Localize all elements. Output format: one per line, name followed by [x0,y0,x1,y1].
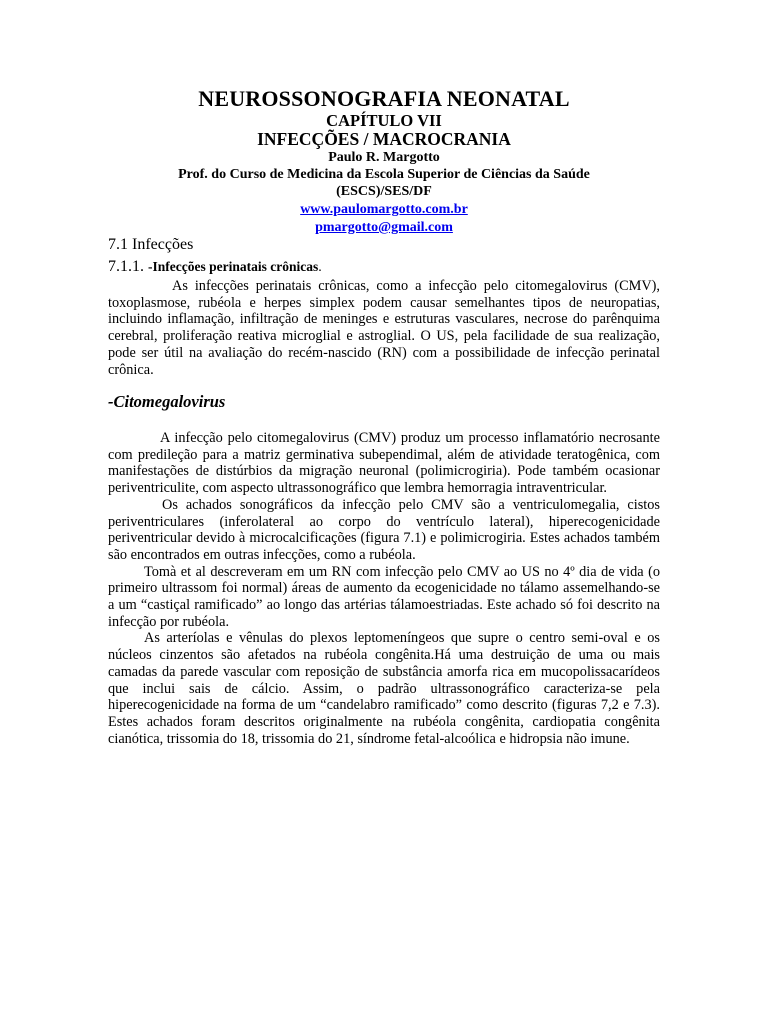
affiliation-line-1: Prof. do Curso de Medicina da Escola Superior de Ciências da Saúde [178,167,590,182]
cmv-body [108,430,660,747]
cmv-paragraph-4: As arteríolas e vênulas do plexos leptomeníngeos que supre o centro semi-oval e os núcleos cinzentos são afetados na rubéola congênita.Há uma destruição de uma ou mais camadas da parede vascular com reposição de substância amorfa rica em mucopolissacarídeos que inclui sais de cálcio. Assim, o padrão ultrassonográfico caracteriza-se pela hiperecogenicidade na forma de um “candelabro ramificado” como descrito (figuras 7,2 e 7.3). Estes achados foram descritos originalmente na rubéola congênita, cardiopatia congênita cianótica, trissomia do 18, trissomia do 21, síndrome fetal-alcoólica e hidropsia não imune. [108,630,660,747]
cmv-heading: -Citomegalovirus [108,392,226,411]
cmv-paragraph-3: Tomà et al descreveram em um RN com infecção pelo CMV ao US no 4º dia de vida (o primeiro ultrassom foi normal) áreas de aumento da ecogenicidade no tálamo assemelhando-se a um “castiçal ramificado” ao longo das artérias tálamoestriadas. Este achado só foi descrito na infecção por rubéola. [108,563,660,630]
document-title: NEUROSSONOGRAFIA NEONATAL [198,86,570,111]
subsection-heading: 7.1.1. -Infecções perinatais crônicas. [108,258,322,275]
document-header [0,86,768,236]
chapter-topic: INFECÇÕES / MACROCRANIA [257,129,511,149]
cmv-paragraph-1: A infecção pelo citomegalovirus (CMV) produz um processo inflamatório necrosante com predileção para a matriz germinativa subependimal, além de atividade teratogênica, com manifestações de distúrbios da migração neuronal (polimicrogiria). Pode também ocasionar periventriculite, com aspecto ultrassonográfico que lembra hemorragia intraventricular. [108,430,660,497]
chapter-label: CAPÍTULO VII [326,111,442,130]
intro-paragraph: As infecções perinatais crônicas, como a infecção pelo citomegalovirus (CMV), toxoplasmose, rubéola e herpes simplex podem causar semelhantes tipos de neuropatias, incluindo inflamação, infiltração de meninges e estruturas vasculares, necrose do parênquima cerebral, proliferação reativa microglial e astroglial. O US, pela facilidade de sua realização, pode ser útil na avaliação do recém-nascido (RN) com a possibilidade de infecção perinatal crônica. [108,278,660,378]
subsection-number: 7.1.1. [108,258,144,275]
author-name: Paulo R. Margotto [328,150,440,165]
email-link[interactable]: pmargotto@gmail.com [315,220,453,235]
cmv-paragraph-2: Os achados sonográficos da infecção pelo CMV são a ventriculomegalia, cistos periventriculares (inferolateral ao corpo do ventrículo lateral), hiperecogenicidade periventricular devido à microcalcificações (figura 7.1) e polimicrogiria. Estes achados também são encontrados em outras infecções, como a rubéola. [108,496,660,563]
section-heading: 7.1 Infecções [108,236,194,253]
website-link[interactable]: www.paulomargotto.com.br [300,202,468,217]
section-cmv [108,392,660,412]
affiliation-line-2: (ESCS)/SES/DF [336,184,432,199]
section-infeccoes [108,235,660,378]
subsection-title: -Infecções perinatais crônicas [148,259,319,274]
